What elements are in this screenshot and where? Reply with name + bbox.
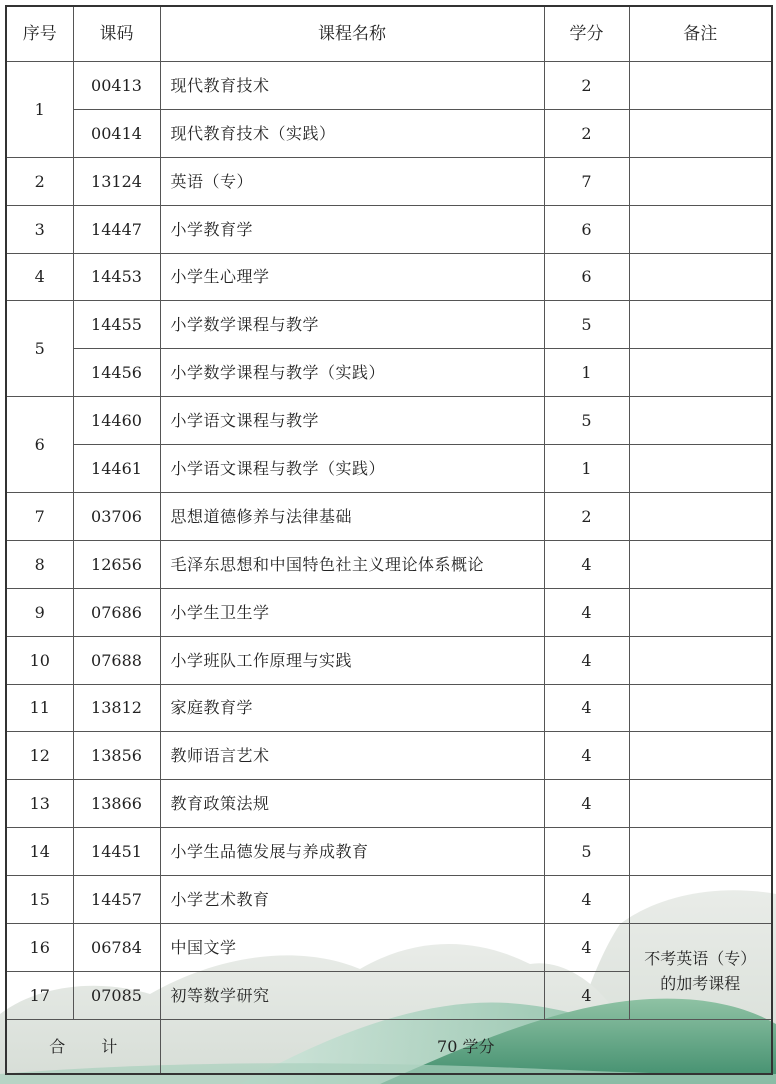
course-name-cell: 小学班队工作原理与实践: [160, 636, 544, 684]
code-cell: 14460: [73, 397, 160, 445]
code-cell: 14451: [73, 828, 160, 876]
code-cell: 14453: [73, 253, 160, 301]
table-row: [6, 540, 772, 588]
note-cell: [629, 876, 772, 924]
note-cell: [629, 493, 772, 541]
course-name-cell: 小学生品德发展与养成教育: [160, 828, 544, 876]
course-name-cell: 思想道德修养与法律基础: [160, 493, 544, 541]
seq-cell: 12: [6, 732, 73, 780]
table-row: [6, 205, 772, 253]
note-cell: [629, 780, 772, 828]
note-cell: [629, 301, 772, 349]
credit-cell: 7: [544, 157, 629, 205]
seq-cell: 2: [6, 157, 73, 205]
code-cell: 14447: [73, 205, 160, 253]
credit-cell: 6: [544, 205, 629, 253]
credit-cell: 5: [544, 301, 629, 349]
credit-cell: 5: [544, 397, 629, 445]
table-row: [6, 109, 772, 157]
code-cell: 13856: [73, 732, 160, 780]
credit-cell: 4: [544, 780, 629, 828]
table-row: [6, 62, 772, 110]
table-row: [6, 253, 772, 301]
seq-cell: 3: [6, 205, 73, 253]
code-cell: 07085: [73, 971, 160, 1019]
course-name-cell: 小学语文课程与教学: [160, 397, 544, 445]
note-cell: [629, 62, 772, 110]
seq-cell: 7: [6, 493, 73, 541]
credit-cell: 4: [544, 588, 629, 636]
extra-exam-note-line1: 不考英语（专）: [644, 948, 757, 968]
note-cell: [629, 109, 772, 157]
note-cell: [629, 684, 772, 732]
course-table: [5, 5, 773, 1075]
header-code: 课码: [73, 6, 160, 62]
seq-cell: 14: [6, 828, 73, 876]
note-cell: [629, 205, 772, 253]
course-name-cell: 毛泽东思想和中国特色社主义理论体系概论: [160, 540, 544, 588]
credit-cell: 5: [544, 828, 629, 876]
seq-cell: 17: [6, 971, 73, 1019]
course-name-cell: 小学教育学: [160, 205, 544, 253]
course-name-cell: 小学语文课程与教学（实践）: [160, 445, 544, 493]
note-cell: [629, 828, 772, 876]
credit-cell: 4: [544, 540, 629, 588]
table-row: [6, 828, 772, 876]
note-cell: [629, 157, 772, 205]
code-cell: 13866: [73, 780, 160, 828]
code-cell: 06784: [73, 924, 160, 972]
code-cell: 14461: [73, 445, 160, 493]
seq-cell: 16: [6, 924, 73, 972]
course-name-cell: 现代教育技术: [160, 62, 544, 110]
credit-cell: 2: [544, 493, 629, 541]
note-cell: [629, 636, 772, 684]
header-credit: 学分: [544, 6, 629, 62]
credit-cell: 4: [544, 684, 629, 732]
table-row: [6, 493, 772, 541]
course-name-cell: 英语（专）: [160, 157, 544, 205]
credit-cell: 4: [544, 732, 629, 780]
seq-cell: 8: [6, 540, 73, 588]
total-label-cell: [6, 1019, 160, 1074]
table-row: [6, 445, 772, 493]
total-label-he: 合: [49, 1036, 66, 1056]
course-name-cell: 现代教育技术（实践）: [160, 109, 544, 157]
course-table-container: [5, 5, 771, 1075]
seq-cell: 4: [6, 253, 73, 301]
code-cell: 14455: [73, 301, 160, 349]
credit-cell: 2: [544, 109, 629, 157]
table-row: [6, 397, 772, 445]
table-row: [6, 157, 772, 205]
total-credits-cell: 70 学分: [160, 1019, 772, 1074]
seq-cell: 15: [6, 876, 73, 924]
note-cell: [629, 349, 772, 397]
credit-cell: 1: [544, 349, 629, 397]
note-cell: [629, 732, 772, 780]
table-row: [6, 636, 772, 684]
code-cell: 14456: [73, 349, 160, 397]
course-name-cell: 小学生心理学: [160, 253, 544, 301]
table-row: [6, 876, 772, 924]
code-cell: 07686: [73, 588, 160, 636]
code-cell: 14457: [73, 876, 160, 924]
note-cell: [629, 253, 772, 301]
table-row: [6, 349, 772, 397]
header-seq: 序号: [6, 6, 73, 62]
credit-cell: 4: [544, 971, 629, 1019]
note-cell: [629, 445, 772, 493]
course-name-cell: 小学艺术教育: [160, 876, 544, 924]
note-cell: [629, 397, 772, 445]
code-cell: 12656: [73, 540, 160, 588]
credit-cell: 4: [544, 636, 629, 684]
seq-cell: 9: [6, 588, 73, 636]
course-name-cell: 教师语言艺术: [160, 732, 544, 780]
table-header-row: [6, 6, 772, 62]
table-row: [6, 301, 772, 349]
total-label-ji: 计: [101, 1036, 118, 1056]
course-name-cell: 初等数学研究: [160, 971, 544, 1019]
course-name-cell: 小学数学课程与教学（实践）: [160, 349, 544, 397]
table-row: [6, 732, 772, 780]
course-name-cell: 中国文学: [160, 924, 544, 972]
credit-cell: 1: [544, 445, 629, 493]
code-cell: 07688: [73, 636, 160, 684]
code-cell: 00413: [73, 62, 160, 110]
seq-cell: 1: [6, 62, 73, 158]
credit-cell: 2: [544, 62, 629, 110]
seq-cell: 11: [6, 684, 73, 732]
seq-cell: 10: [6, 636, 73, 684]
table-row: [6, 924, 772, 972]
code-cell: 13124: [73, 157, 160, 205]
course-name-cell: 小学生卫生学: [160, 588, 544, 636]
course-name-cell: 教育政策法规: [160, 780, 544, 828]
code-cell: 03706: [73, 493, 160, 541]
total-row: [6, 1019, 772, 1074]
note-cell: [629, 588, 772, 636]
seq-cell: 6: [6, 397, 73, 493]
credit-cell: 4: [544, 924, 629, 972]
header-note: 备注: [629, 6, 772, 62]
extra-exam-note-line2: 的加考课程: [660, 974, 741, 994]
credit-cell: 6: [544, 253, 629, 301]
extra-exam-note-cell: [629, 924, 772, 1020]
course-name-cell: 小学数学课程与教学: [160, 301, 544, 349]
header-name: 课程名称: [160, 6, 544, 62]
seq-cell: 13: [6, 780, 73, 828]
course-name-cell: 家庭教育学: [160, 684, 544, 732]
seq-cell: 5: [6, 301, 73, 397]
note-cell: [629, 540, 772, 588]
credit-cell: 4: [544, 876, 629, 924]
code-cell: 00414: [73, 109, 160, 157]
table-row: [6, 588, 772, 636]
code-cell: 13812: [73, 684, 160, 732]
table-row: [6, 780, 772, 828]
table-row: [6, 684, 772, 732]
